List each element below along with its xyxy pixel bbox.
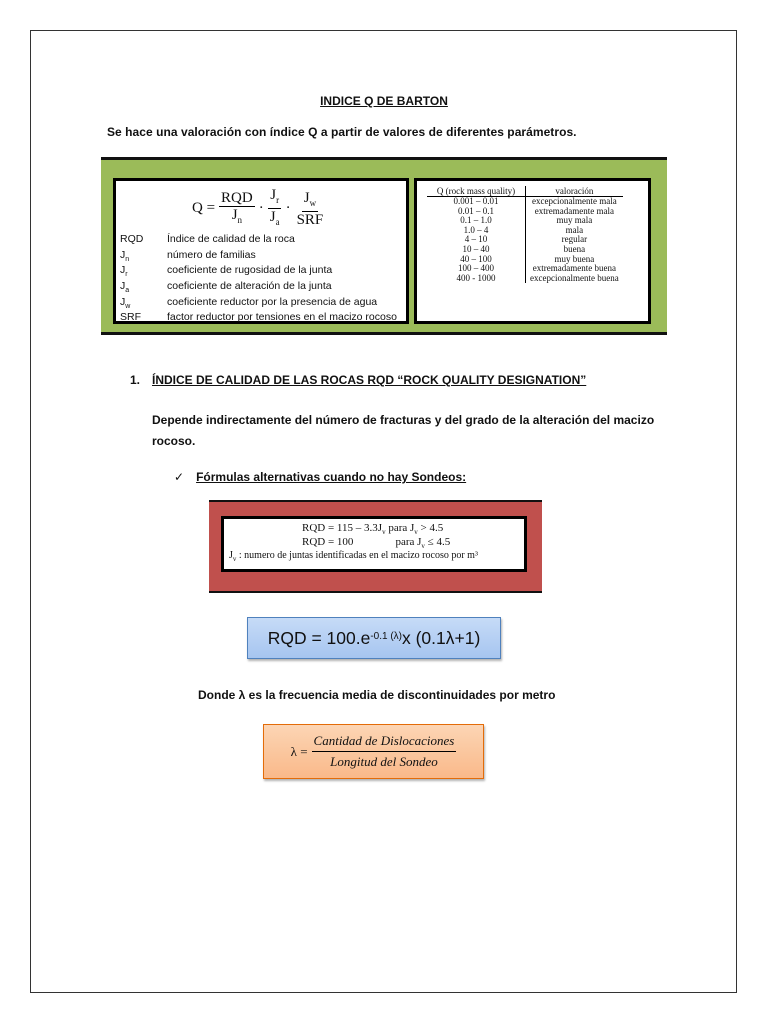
- def-text: Índice de calidad de la roca: [167, 233, 295, 245]
- def-sub: a: [125, 287, 130, 295]
- q-f2-num-sub: r: [276, 195, 280, 205]
- lambda-formula: [263, 724, 484, 779]
- def-symbol: SRF: [120, 311, 141, 324]
- q-f1-den: J: [231, 206, 238, 223]
- table-row: [427, 226, 623, 236]
- q-fraction-3: [295, 190, 326, 228]
- rqd-line-2: RQD = 100 para $J_v \le 4.5$: [302, 536, 451, 551]
- q-range-cell: 40 – 100: [427, 255, 526, 265]
- def-symbol: J: [120, 280, 126, 293]
- q-fraction-1: [219, 190, 255, 228]
- definition-row: [120, 297, 397, 313]
- column-header-q: Q (rock mass quality): [427, 186, 526, 197]
- def-sub: w: [125, 302, 131, 310]
- table-row: [427, 216, 623, 226]
- q-formula-box: [113, 178, 409, 324]
- rating-cell: regular: [561, 234, 588, 245]
- q-range-cell: 0.001 – 0.01: [427, 197, 526, 207]
- formula-tail: x (0.1λ+1): [401, 627, 481, 648]
- q-rating-table: [427, 186, 623, 283]
- q-f2-den-sub: a: [275, 217, 280, 227]
- q-range-cell: 400 - 1000: [427, 274, 526, 284]
- definition-row: [120, 312, 397, 328]
- table-row: [427, 274, 623, 284]
- def-sub: n: [125, 255, 130, 263]
- def-text: coeficiente de alteración de la junta: [167, 280, 332, 293]
- rating-cell: excepcionalmente mala: [532, 196, 617, 206]
- q-range-cell: 1.0 – 4: [427, 226, 526, 236]
- q-formula-panel: [101, 157, 667, 335]
- definition-row: [120, 265, 397, 281]
- section-number: 1.: [130, 373, 141, 387]
- q-f2-num: J: [270, 187, 277, 203]
- formula-exponent: -0.1 (λ): [370, 630, 402, 642]
- q-f3-den: SRF: [296, 211, 324, 228]
- rating-cell: mala: [565, 224, 584, 235]
- definition-row: [120, 281, 397, 297]
- q-lhs: Q =: [192, 200, 216, 216]
- def-symbol: J: [120, 248, 126, 261]
- q-f3-num-sub: w: [309, 197, 317, 208]
- q-f1-den-sub: n: [237, 214, 243, 225]
- q-range-cell: 0.1 – 1.0: [427, 216, 526, 226]
- q-equation: [192, 187, 325, 230]
- lambda-numerator: Cantidad de Dislocaciones: [312, 733, 457, 752]
- q-range-cell: 0.01 – 0.1: [427, 207, 526, 217]
- rqd-line-1: RQD = $115 - 3.3J_v$ para $J_v > 4.5$: [302, 522, 444, 537]
- definition-list: [120, 234, 397, 328]
- rating-cell: extremadamente buena: [532, 263, 616, 274]
- section-title: ÍNDICE DE CALIDAD DE LAS ROCAS RQD “ROCK QUALITY DESIGNATION”: [152, 373, 587, 387]
- def-symbol: J: [120, 264, 126, 277]
- dot-operator: ·: [258, 200, 264, 216]
- table-row: [427, 235, 623, 245]
- q-range-cell: 100 – 400: [427, 264, 526, 274]
- q-f1-num: RQD: [221, 189, 253, 206]
- rating-cell: extremadamente mala: [534, 205, 614, 216]
- def-sub: r: [125, 271, 128, 279]
- q-rating-box: [414, 178, 651, 324]
- table-header-row: [427, 186, 623, 197]
- def-text: número de familias: [167, 248, 256, 261]
- section-paragraph: Depende indirectamente del número de fracturas y del grado de la alteración del macizo rocoso.: [152, 413, 655, 448]
- checklist-label: Fórmulas alternativas cuando no hay Sondeos:: [196, 470, 467, 484]
- q-f2-den: J: [269, 209, 276, 225]
- lambda-lhs: λ =: [290, 743, 308, 759]
- page-title: INDICE Q DE BARTON: [320, 94, 448, 108]
- check-mark-icon: ✓: [174, 470, 185, 484]
- lambda-fraction: [312, 733, 457, 770]
- def-text: coeficiente reductor por la presencia de agua: [167, 295, 378, 308]
- q-f3-num: J: [303, 189, 310, 206]
- def-text: coeficiente de rugosidad de la junta: [167, 264, 333, 277]
- rating-cell: muy buena: [554, 253, 595, 264]
- def-symbol: RQD: [120, 233, 144, 245]
- def-symbol: J: [120, 295, 126, 308]
- q-fraction-2: [268, 187, 282, 230]
- rqd-line-3: $J_v$ : numero de juntas identificadas en el macizo rocoso por m³: [229, 550, 478, 563]
- dot-operator: ·: [285, 200, 291, 216]
- table-row: [427, 207, 623, 217]
- column-header-rating: valoración: [526, 186, 623, 197]
- rqd-exponential-formula: [247, 617, 501, 659]
- lambda-denominator: Longitud del Sondeo: [330, 754, 438, 769]
- checklist-item: [174, 470, 466, 484]
- rqd-formula-box: [221, 516, 527, 572]
- definition-row: [120, 250, 397, 266]
- q-range-cell: 10 – 40: [427, 245, 526, 255]
- rating-cell: buena: [563, 243, 586, 254]
- lambda-description: Donde λ es la frecuencia media de discontinuidades por metro: [198, 688, 556, 702]
- rqd-formula-panel: [209, 500, 542, 593]
- definition-row: [120, 234, 397, 250]
- def-text: factor reductor por tensiones en el macizo rocoso: [167, 311, 397, 324]
- rating-cell: muy mala: [556, 215, 593, 226]
- formula-base: RQD = 100.e: [267, 627, 371, 648]
- q-range-cell: 4 – 10: [427, 235, 526, 245]
- rating-cell: excepcionalmente buena: [530, 272, 619, 283]
- intro-text: Se hace una valoración con índice Q a partir de valores de diferentes parámetros.: [107, 125, 577, 139]
